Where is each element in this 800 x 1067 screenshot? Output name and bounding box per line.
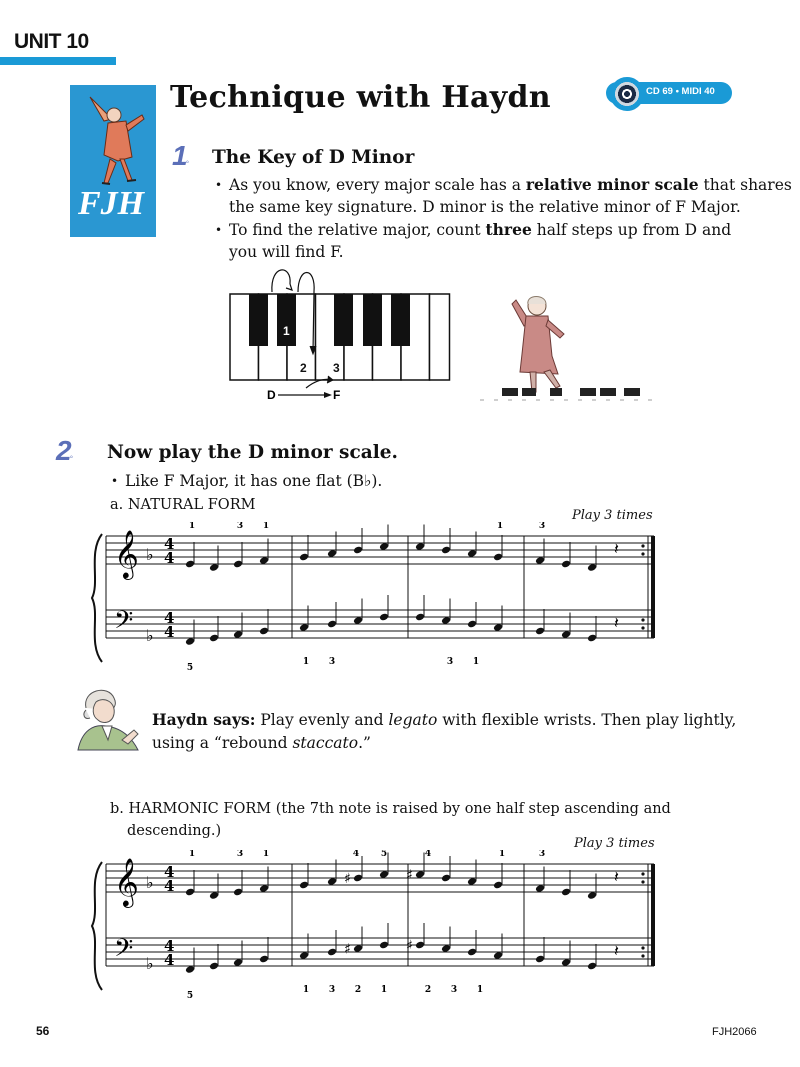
brace (92, 534, 102, 662)
haydn-dancing-illustration (480, 264, 665, 406)
rh-fingering: 5 (380, 850, 388, 859)
brace (92, 862, 102, 990)
lh-fingering: 5 (186, 663, 194, 673)
lh-fingering: 3 (328, 985, 336, 995)
page-number: 56 (36, 1024, 50, 1038)
play-3-times-label-2: Play 3 times (574, 836, 655, 851)
lh-fingering: 3 (446, 657, 454, 667)
flat-icon: ♭ (146, 626, 154, 645)
haydn-says-tip: Haydn says: Play evenly and legato with flexible wrists. Then play lightly, using a “rebound staccato.” (152, 710, 737, 752)
rh-fingering: 1 (188, 850, 196, 859)
sharp-icon: ♯ (344, 941, 351, 958)
section-2-number: 2◦ (56, 435, 72, 466)
cd-icon (610, 77, 644, 111)
lh-fingering: 3 (450, 985, 458, 995)
treble-clef-icon: 𝄞 (114, 857, 139, 906)
section-1-bullet-2: • To find the relative major, count three half steps up from D and you will find F. (215, 220, 732, 261)
time-signature: 4 (164, 951, 175, 969)
rh-fingering: 1 (496, 522, 504, 531)
flat-icon: ♭ (146, 873, 154, 892)
lh-fingering: 1 (302, 985, 310, 995)
key-label-f: F (333, 388, 341, 402)
section-1-heading: The Key of D Minor (212, 147, 415, 168)
lh-fingering: 1 (380, 985, 388, 995)
time-signature: 4 (164, 535, 175, 553)
rh-fingering: 3 (538, 522, 546, 531)
sharp-icon: ♯ (344, 871, 351, 887)
sharp-icon: ♯ (406, 867, 413, 884)
repeat-dot (641, 544, 644, 547)
play-3-times-label: Play 3 times (572, 508, 653, 523)
key-label-2: 2 (300, 361, 307, 375)
section-1-number: 1◦ (172, 140, 188, 171)
fjh-logo (70, 85, 156, 237)
rh-fingering: 1 (262, 850, 270, 859)
rh-fingering: 1 (498, 850, 506, 859)
section-2-bullet: • Like F Major, it has one flat (B♭). (111, 472, 383, 490)
lh-fingering: 5 (186, 991, 194, 1001)
sharp-icon: ♯ (406, 938, 413, 954)
time-signature: 4 (164, 937, 175, 955)
unit-tab (0, 28, 116, 68)
key-label-d: D (267, 388, 276, 402)
lh-fingering: 3 (328, 657, 336, 667)
flat-icon: ♭ (146, 545, 154, 564)
keyboard-diagram (220, 262, 460, 410)
natural-form-staff (88, 522, 668, 674)
time-signature: 4 (164, 623, 175, 641)
treble-clef-icon: 𝄞 (114, 529, 139, 578)
section-1-bullet-1: • As you know, every major scale has a relative minor scale that shares the same key signature. D minor is the relative minor of F Major. (215, 175, 792, 216)
repeat-dot (641, 872, 644, 875)
quarter-rest-icon: 𝄽 (614, 867, 619, 886)
natural-form-label: a. NATURAL FORM (110, 497, 256, 513)
harmonic-form-staff (88, 850, 668, 1002)
time-signature: 4 (164, 609, 175, 627)
quarter-rest-icon: 𝄽 (614, 539, 619, 558)
time-signature: 4 (164, 863, 175, 881)
rh-fingering: 1 (262, 522, 270, 531)
page-title: Technique with Haydn (170, 80, 551, 115)
rh-fingering: 3 (236, 850, 244, 859)
time-signature: 4 (164, 877, 175, 895)
key-label-3: 3 (333, 361, 340, 375)
flat-icon: ♭ (146, 954, 154, 973)
repeat-dot (641, 552, 644, 555)
time-signature: 4 (164, 549, 175, 567)
key-label-1: 1 (283, 324, 290, 338)
rh-fingering: 3 (236, 522, 244, 531)
bass-clef-icon: 𝄢 (114, 606, 134, 641)
lh-fingering: 2 (354, 985, 362, 995)
repeat-dot (641, 954, 644, 957)
lh-fingering: 1 (476, 985, 484, 995)
bass-clef-icon: 𝄢 (114, 934, 134, 969)
quarter-rest-icon: 𝄽 (614, 613, 619, 632)
rh-fingering: 4 (352, 850, 360, 859)
repeat-dot (641, 946, 644, 949)
lh-fingering: 1 (472, 657, 480, 667)
cd-badge-text: CD 69 • MIDI 40 (646, 86, 715, 97)
logo-text: FJH (78, 185, 145, 222)
rh-fingering: 4 (424, 850, 432, 859)
unit-label: UNIT 10 (14, 30, 89, 53)
rh-fingering: 3 (538, 850, 546, 859)
rh-fingering: 1 (188, 522, 196, 531)
haydn-portrait-icon (72, 680, 148, 752)
lh-fingering: 2 (424, 985, 432, 995)
section-2-heading: Now play the D minor scale. (107, 442, 398, 463)
book-code: FJH2066 (712, 1026, 757, 1038)
unit-bar (0, 57, 116, 65)
repeat-dot (641, 618, 644, 621)
lh-fingering: 1 (302, 657, 310, 667)
repeat-dot (641, 626, 644, 629)
quarter-rest-icon: 𝄽 (614, 941, 619, 960)
harmonic-form-label: b. HARMONIC FORM (the 7th note is raised by one half step ascending and descending.) (110, 801, 671, 839)
repeat-dot (641, 880, 644, 883)
